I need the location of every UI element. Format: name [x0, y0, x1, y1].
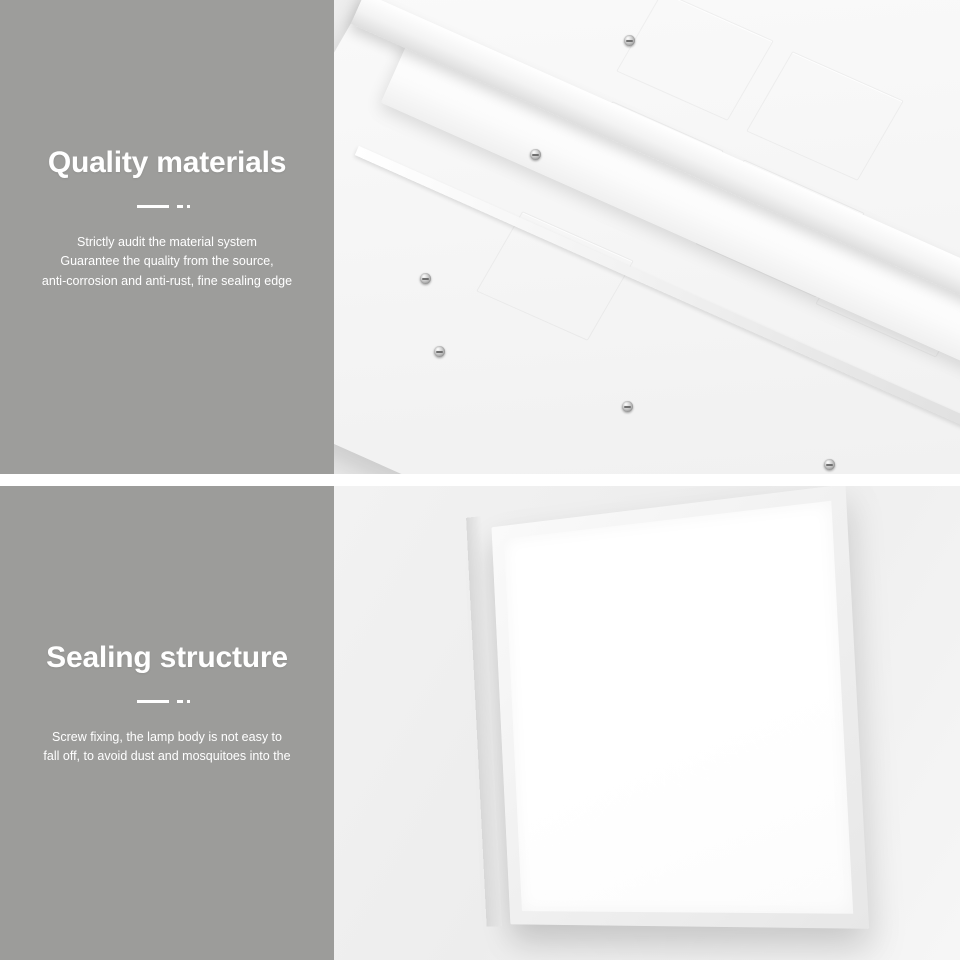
description-line: Guarantee the quality from the source,: [60, 254, 274, 269]
product-image-quality-materials: [334, 0, 960, 474]
screw-icon: [824, 459, 835, 470]
description-quality-materials: [17, 233, 317, 291]
description-line: Strictly audit the material system: [77, 235, 257, 249]
section-divider: [0, 474, 960, 486]
feature-section-quality-materials: [0, 0, 960, 474]
dash-dot-divider-icon: [137, 201, 197, 211]
screw-icon: [434, 346, 445, 357]
product-image-sealing-structure: [334, 486, 960, 960]
screw-icon: [420, 273, 431, 284]
screw-icon: [622, 401, 633, 412]
text-block-quality-materials: [0, 146, 334, 291]
led-flat-panel-tilted-illustration: [334, 486, 960, 960]
description-line: Screw fixing, the lamp body is not easy to: [52, 730, 282, 744]
text-column-sealing-structure: [0, 486, 334, 960]
page-title-quality-materials: Quality materials: [47, 146, 287, 179]
description-line: anti-corrosion and anti-rust, fine sealing edge: [41, 273, 293, 288]
screw-icon: [530, 149, 541, 160]
screw-icon: [624, 35, 635, 46]
page-title-sealing-structure: Sealing structure: [46, 641, 288, 674]
description-sealing-structure: [17, 728, 317, 767]
text-column-quality-materials: [0, 0, 334, 474]
feature-section-sealing-structure: [0, 486, 960, 960]
description-line: fall off, to avoid dust and mosquitoes into the: [43, 749, 291, 764]
led-panel-corner-closeup-illustration: [334, 0, 960, 474]
dash-dot-divider-icon: [137, 696, 197, 706]
text-block-sealing-structure: [0, 641, 334, 767]
